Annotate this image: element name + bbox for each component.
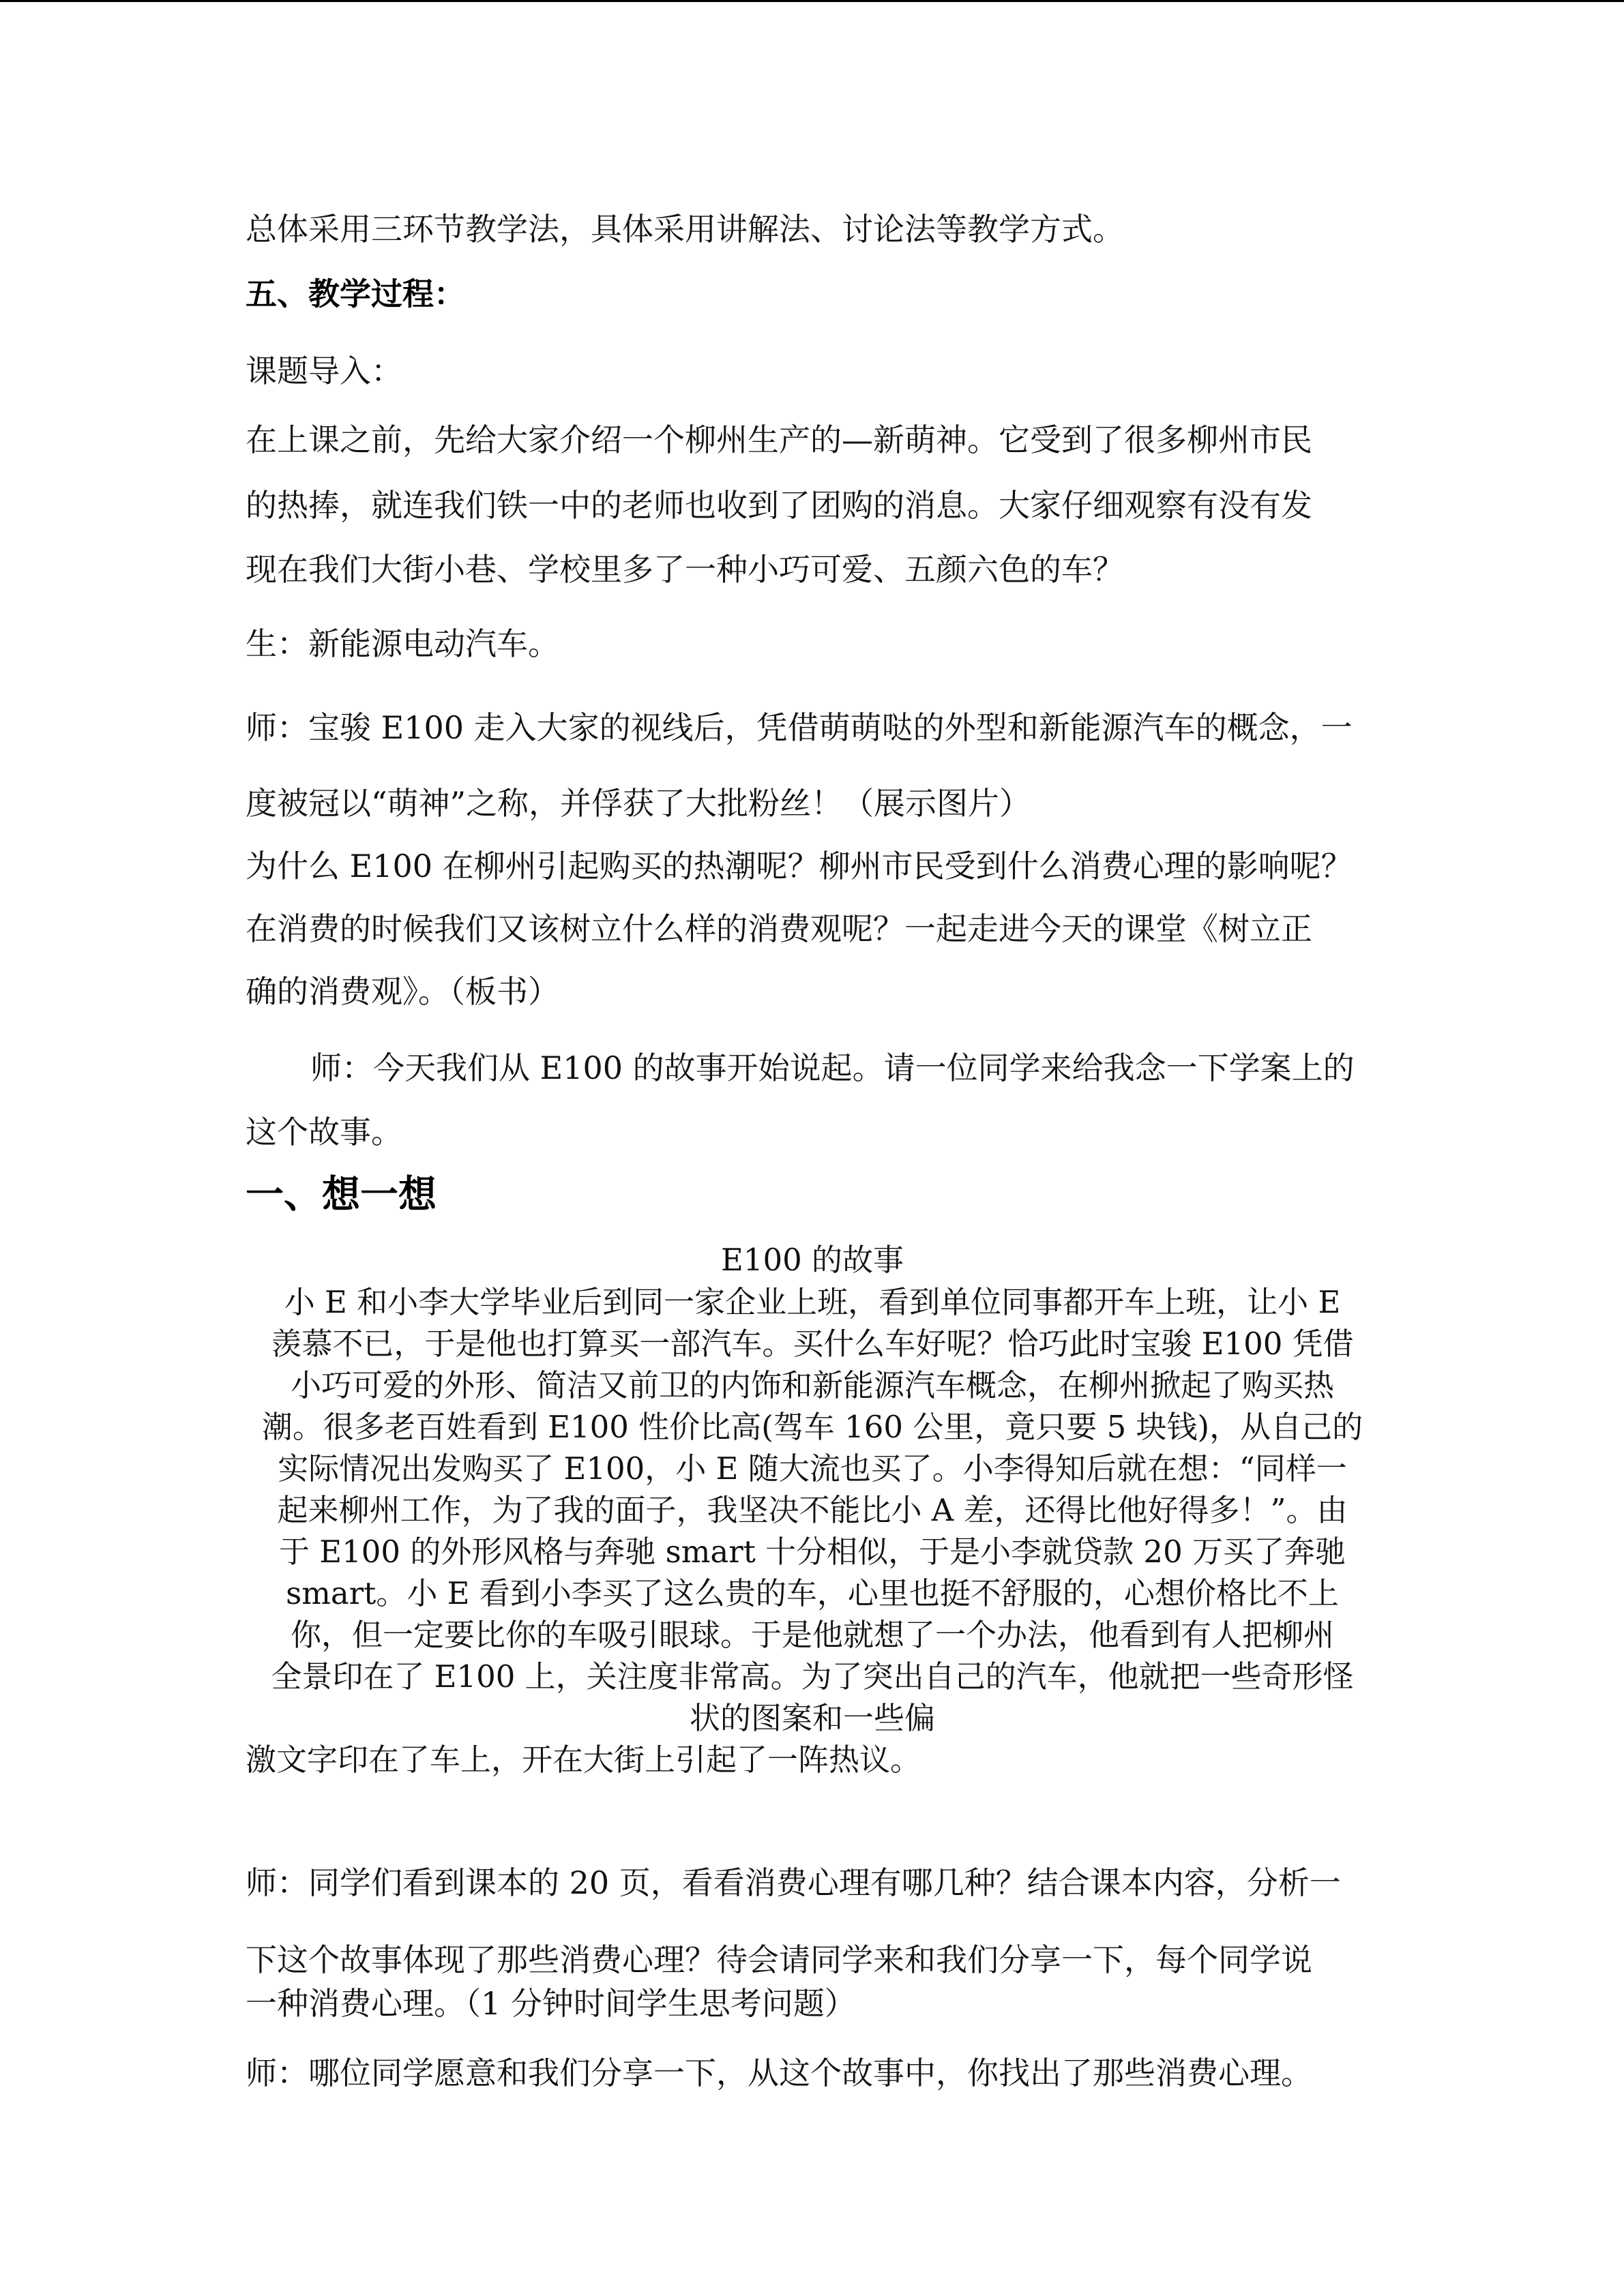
question-line: 确的消费观》。（板书） <box>246 973 559 1010</box>
teacher-line: 这个故事。 <box>246 1114 402 1150</box>
story-line: 你，但一定要比你的车吸引眼球。于是他就想了一个办法，他看到有人把柳州 <box>290 1617 1334 1653</box>
story-line: 实际情况出发购买了 E100，小 E 随大流也买了。小李得知后就在想：“同样一 <box>278 1450 1347 1487</box>
teacher-line: 一种消费心理。（1 分钟时间学生思考问题） <box>246 1985 856 2022</box>
story-line: 小 E 和小李大学毕业后到同一家企业上班，看到单位同事都开车上班，让小 E <box>284 1284 1341 1320</box>
teacher-line: 师：同学们看到课本的 20 页，看看消费心理有哪几种？结合课本内容，分析一 <box>246 1864 1341 1901</box>
intro-line: 的热捧，就连我们铁一中的老师也收到了团购的消息。大家仔细观察有没有发 <box>246 487 1312 524</box>
story-line: 起来柳州工作，为了我的面子，我坚决不能比小 A 差，还得比他好得多！”。由 <box>277 1492 1348 1528</box>
story-line: 羡慕不已，于是他也打算买一部汽车。买什么车好呢？恰巧此时宝骏 E100 凭借 <box>271 1326 1354 1362</box>
page-top-border <box>0 0 1624 2</box>
method-line: 总体采用三环节教学法，具体采用讲解法、讨论法等教学方式。 <box>246 211 1124 248</box>
teacher-line: 师：宝骏 E100 走入大家的视线后，凭借萌萌哒的外型和新能源汽车的概念，一 <box>246 709 1353 746</box>
section-one-heading: 一、想一想 <box>246 1173 437 1217</box>
intro-line: 在上课之前，先给大家介绍一个柳州生产的—新萌神。它受到了很多柳州市民 <box>246 421 1312 458</box>
story-line: 小巧可爱的外形、简洁又前卫的内饰和新能源汽车概念，在柳州掀起了购买热 <box>290 1367 1334 1403</box>
question-line: 为什么 E100 在柳州引起购买的热潮呢？柳州市民受到什么消费心理的影响呢？ <box>246 848 1353 884</box>
intro-line: 现在我们大街小巷、学校里多了一种小巧可爱、五颜六色的车？ <box>246 551 1124 588</box>
story-line: 于 E100 的外形风格与奔驰 smart 十分相似，于是小李就贷款 20 万买了奔驰 <box>278 1534 1346 1570</box>
section-five-heading: 五、教学过程： <box>246 275 465 312</box>
story-title: E100 的故事 <box>720 1242 904 1278</box>
teacher-line: 师：今天我们从 E100 的故事开始说起。请一位同学来给我念一下学案上的 <box>310 1049 1355 1086</box>
teacher-line: 师：哪位同学愿意和我们分享一下，从这个故事中，你找出了那些消费心理。 <box>246 2055 1312 2091</box>
teacher-line: 度被冠以“萌神”之称，并俘获了大批粉丝！（展示图片） <box>246 785 1031 822</box>
story-line: 激文字印在了车上，开在大街上引起了一阵热议。 <box>246 1742 921 1778</box>
story-line: smart。小 E 看到小李买了这么贵的车，心里也挺不舒服的，心想价格比不上 <box>286 1575 1339 1611</box>
intro-label: 课题导入： <box>246 353 402 389</box>
student-answer: 生：新能源电动汽车。 <box>246 625 559 662</box>
story-line: 全景印在了 E100 上，关注度非常高。为了突出自己的汽车，他就把一些奇形怪 <box>271 1658 1354 1695</box>
story-line: 潮。很多老百姓看到 E100 性价比高(驾车 160 公里，竟只要 5 块钱)，从自己的 <box>261 1409 1363 1445</box>
story-line: 状的图案和一些偏 <box>689 1700 935 1736</box>
teacher-line: 下这个故事体现了那些消费心理？待会请同学来和我们分享一下，每个同学说 <box>246 1941 1312 1978</box>
question-line: 在消费的时候我们又该树立什么样的消费观呢？一起走进今天的课堂《树立正 <box>246 910 1312 947</box>
